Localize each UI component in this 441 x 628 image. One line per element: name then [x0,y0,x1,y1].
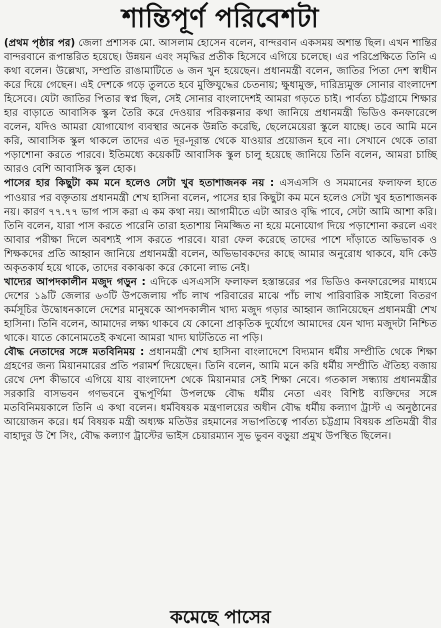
article-headline: শান্তিপূর্ণ পরিবেশটা [121,4,320,34]
paragraph-text: জেলা প্রশাসক মো. আসলাম হোসেন বলেন, বান্দরবান একসময় অশান্ত ছিল। এখন শান্তির বান্দরবানে রূপান্তরিত হয়েছে। উন্নয়ন এবং সমৃদ্ধির প্রতীক হিসেবে এগিয়ে চলেছে। এর পরিপ্রেক্ষিতে তিনি এ কথা বলেন। উল্লেখ্য, সম্প্রতি রাঙামাটিতে ৬ জন খুন হয়েছেন। প্রধানমন্ত্রী বলেন, জাতির পিতা দেশ স্বাধীন করে দিয়ে গেছেন। এই দেশকে গড়ে তুলতে হবে মুক্তিযুদ্ধের চেতনায়; ক্ষুধামুক্ত, দারিদ্র্যমুক্ত সোনার বাংলাদেশ হিসেবে। যেটা জাতির পিতার স্বপ্ন ছিল, সেই সোনার বাংলাদেশই আমরা গড়তে চাই। পার্বত্য চট্টগ্রামে শিক্ষার হার বাড়াতে আবাসিক স্কুল তৈরি করে দেওয়ার পরিকল্পনার কথা জানিয়ে প্রধানমন্ত্রী ভিডিও কনফারেন্সে বলেন, যদিও আমরা যোগাযোগ ব্যবস্থার অনেক উন্নতি করেছি, ছেলেমেয়েরা স্কুলে যাচ্ছে। তবে আমি মনে করি, আবাসিক স্কুল থাকলে তাদের এত দূর-দূরান্ত থেকে যাওয়ার প্রয়োজন হবে না। সেখানে থেকে তারা পড়াশোনা করতে পারবে। ইতিমধ্যে কয়েকটি আবাসিক স্কুল চালু হয়েছে জানিয়ে তিনি বলেন, আমরা চাচ্ছি আরও বেশি আবাসিক স্কুল হোক। [4,38,437,176]
paragraph-text: এসএসসি ও সমমানের ফলাফল হাতে পাওয়ার পর বক্তৃতায় প্রধানমন্ত্রী শেখ হাসিনা বলেন, পাসের হার কিছুটা কম মনে হলেও সেটা খুব হতাশাজনক নয়। কারণ ৭৭.৭৭ ভাগ পাস করা এ কম কথা নয়। আগামীতে এটা আরও বৃদ্ধি পাবে, সেটা আমি আশা করি। তিনি বলেন, যারা পাস করতে পারেনি তারা হতাশায় নিমজ্জিত না হয়ে মনোযোগ দিয়ে পড়াশোনা করলে এবং আবার পরীক্ষা দিলে অবশ্যই পাস করতে পারবে। যারা ফেল করেছে তাদের পাশে দাঁড়াতে অভিভাবক ও শিক্ষকদের প্রতি আহ্বান জানিয়ে প্রধানমন্ত্রী বলেন, অভিভাবকদের কাছে আমার অনুরোধ থাকবে, যদি কেউ অকৃতকার্য হয়ে থাকে, তাদের বকাঝকা করে কোনো লাভ নেই। [4,178,438,274]
subheading-food-reserve: খাদ্যের আপদকালীন মজুদ গড়ুন : [4,276,146,288]
subheading-buddhist-leaders: বৌদ্ধ নেতাদের সঙ্গে মতবিনিময় : [4,347,145,359]
paragraph-buddhist-leaders [4,346,437,444]
continued-marker: (প্রথম পৃষ্ঠার পর) [4,38,76,49]
paragraph-intro [4,37,437,177]
paragraph-text: প্রধানমন্ত্রী শেখ হাসিনা বাংলাদেশে বিদ্যমান ধর্মীয় সম্প্রীতি থেকে শিক্ষা গ্রহণের জন্য মিয়ানমারের প্রতি পরামর্শ দিয়েছেন। তিনি বলেন, আমি মনে করি ধর্মীয় সম্প্রীতি ঐতিহ্য বজায় রেখে দেশ কীভাবে এগিয়ে যায় বাংলাদেশ থেকে মিয়ানমার সেই শিক্ষা নেবে। গতকাল সন্ধ্যায় প্রধানমন্ত্রীর সরকারি বাসভবন গণভবনে বুদ্ধপূর্ণিমা উপলক্ষে বৌদ্ধ ধর্মীয় নেতা এবং বিশিষ্ট ব্যক্তিদের সঙ্গে মতবিনিময়কালে তিনি এ কথা বলেন। ধর্মবিষয়ক মন্ত্রণালয়ের অধীন বৌদ্ধ ধর্মীয় কল্যাণ ট্রাস্ট এ অনুষ্ঠানের আয়োজন করে। ধর্ম বিষয়ক মন্ত্রী অধ্যক্ষ মতিউর রহমানের সভাপতিত্বে পার্বত্য চট্টগ্রাম বিষয়ক প্রতিমন্ত্রী বীর বাহাদুর উ শৈ সিং, বৌদ্ধ কল্যাণ ট্রাস্টের ভাইস চেয়ারম্যান সুভ ভুবন বড়ুয়া প্রমুখ উপস্থিত ছিলেন। [4,347,437,443]
paragraph-text: এদিকে এসএসসি ফলাফল হস্তান্তরের পর ভিডিও কনফারেন্সের মাধ্যমে দেশের ১৯টি জেলার ৬৩টি উপজেলায় পাঁচ লাখ পরিবারের মাঝে পাঁচ লাখ পারিবারিক সাইলো বিতরণ কর্মসূচির উদ্বোধনকালে দেশের মানুষকে আপদকালীন খাদ্য মজুদ গড়ার আহ্বান জানিয়েছেন প্রধানমন্ত্রী শেখ হাসিনা। তিনি বলেন, আমাদের লক্ষ্য থাকবে যে কোনো প্রাকৃতিক দুর্যোগে আমাদের যেন খাদ্য মজুদটা নিশ্চিত থাকে। যাতে কোনোমতেই কখনো আমরা খাদ্য ঘাটতিতে না পড়ি। [4,276,437,344]
paragraph-pass-rate [4,177,437,275]
paragraph-food-reserve [4,276,437,346]
article-body [4,37,437,444]
subheading-pass-rate: পাসের হার কিছুটা কম মনে হলেও সেটা খুব হতাশাজনক নয় : [4,178,275,190]
next-article-headline: কমেছে পাসের [170,607,271,628]
